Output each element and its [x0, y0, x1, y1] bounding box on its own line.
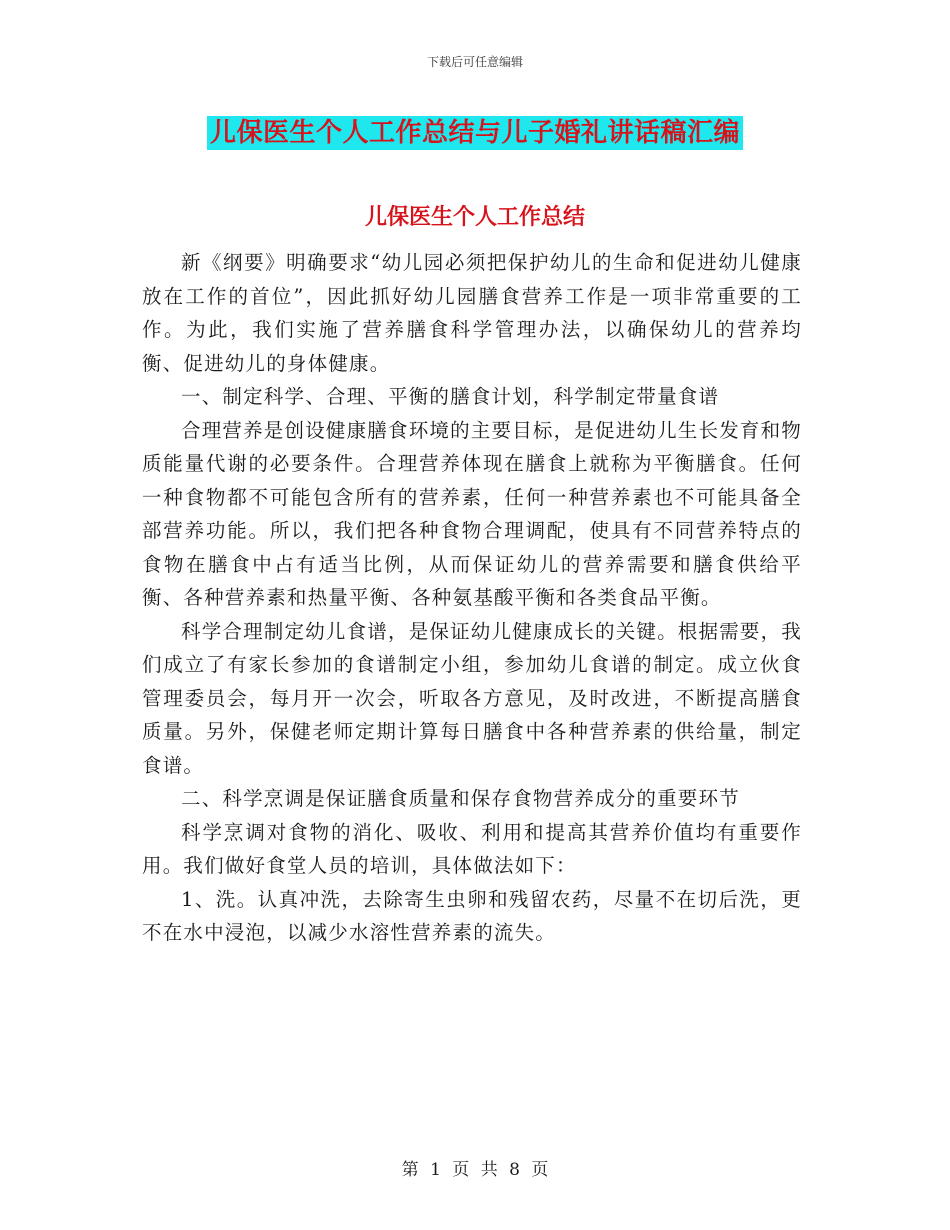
paragraph: 科学烹调对食物的消化、吸收、利用和提高其营养价值均有重要作用。我们做好食堂人员的培训，具体做法如下：: [142, 820, 802, 877]
paragraph: 科学合理制定幼儿食谱，是保证幼儿健康成长的关键。根据需要，我们成立了有家长参加的食谱制定小组，参加幼儿食谱的制定。成立伙食管理委员会，每月开一次会，听取各方意见，及时改进，不断提高膳食质量。另外，保健老师定期计算每日膳食中各种营养素的供给量，制定食谱。: [142, 619, 803, 777]
body-text: [142, 246, 802, 950]
paragraph: 新《纲要》明确要求“幼儿园必须把保护幼儿的生命和促进幼儿健康放在工作的首位”，因此抓好幼儿园膳食营养工作是一项非常重要的工作。为此，我们实施了营养膳食科学管理办法，以确保幼儿的营养均衡、促进幼儿的身体健康。: [142, 251, 802, 375]
main-title: 儿保医生个人工作总结与儿子婚礼讲话稿汇编: [207, 116, 743, 150]
page-footer: 第 1 页 共 8 页: [401, 1160, 549, 1180]
section-title: 儿保医生个人工作总结: [364, 205, 585, 230]
paragraph: 二、科学烹调是保证膳食质量和保存食物营养成分的重要环节: [181, 787, 740, 810]
paragraph: 一、制定科学、合理、平衡的膳食计划，科学制定带量食谱: [181, 385, 720, 408]
paragraph: 1、洗。认真冲洗，去除寄生虫卵和残留农药，尽量不在切后洗，更不在水中浸泡，以减少水溶性营养素的流失。: [142, 887, 802, 944]
paragraph: 合理营养是创设健康膳食环境的主要目标，是促进幼儿生长发育和物质能量代谢的必要条件。合理营养体现在膳食上就称为平衡膳食。任何一种食物都不可能包含所有的营养素，任何一种营养素也不可能具备全部营养功能。所以，我们把各种食物合理调配，使具有不同营养特点的食物在膳食中占有适当比例，从而保证幼儿的营养需要和膳食供给平衡、各种营养素和热量平衡、各种氨基酸平衡和各类食品平衡。: [142, 418, 803, 609]
header-note: 下载后可任意编辑: [426, 55, 523, 69]
main-title-wrapper: [0, 112, 950, 149]
